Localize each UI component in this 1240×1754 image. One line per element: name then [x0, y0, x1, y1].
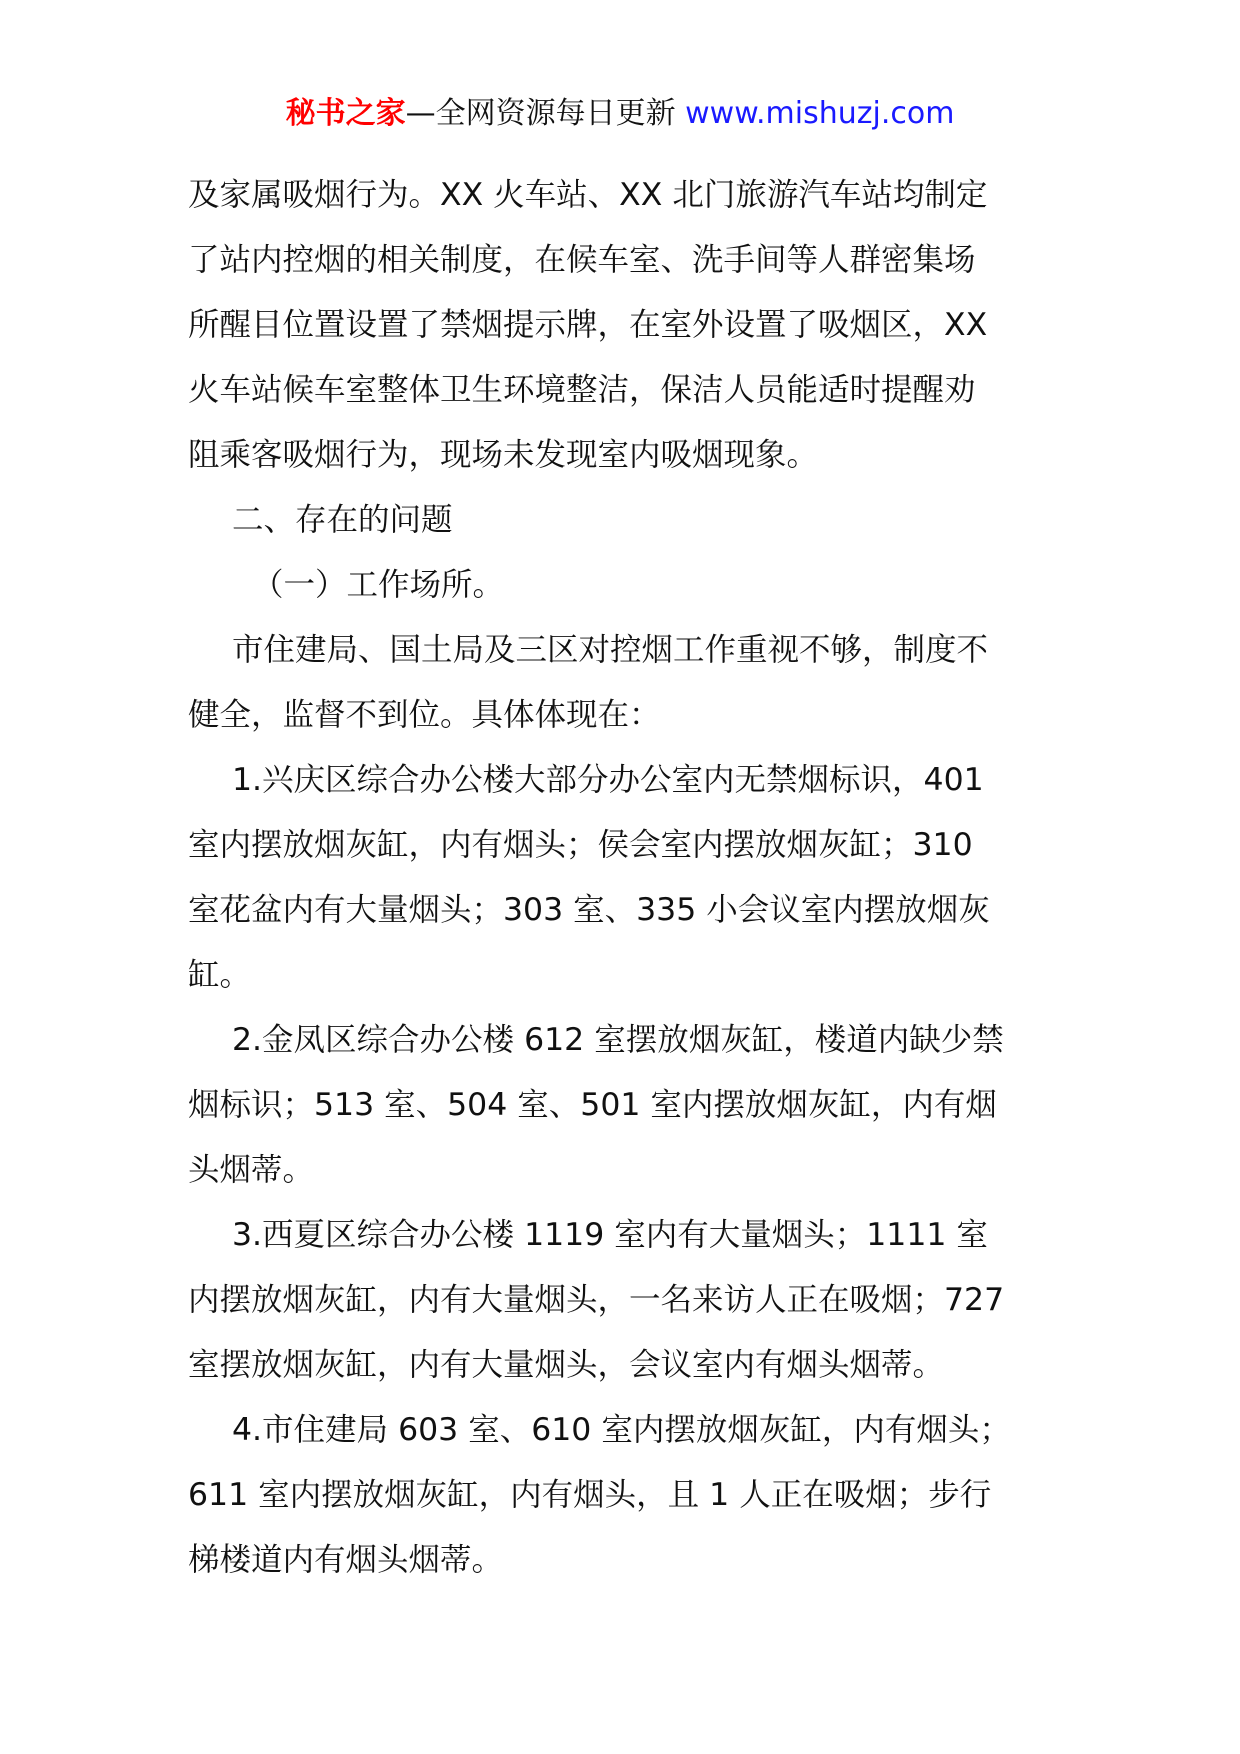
list-item-line: 1.兴庆区综合办公楼大部分办公室内无禁烟标识，401: [232, 762, 984, 798]
text-line: 及家属吸烟行为。XX 火车站、XX 北门旅游汽车站均制定: [188, 177, 988, 213]
text-line: 健全，监督不到位。具体体现在：: [188, 697, 661, 733]
text-line: 室摆放烟灰缸，内有大量烟头，会议室内有烟头烟蒂。: [188, 1347, 945, 1383]
document-body: [188, 163, 1054, 1593]
text-line: 烟标识；513 室、504 室、501 室内摆放烟灰缸，内有烟: [188, 1087, 997, 1123]
text-line: 头烟蒂。: [188, 1152, 315, 1188]
text-line: 火车站候车室整体卫生环境整洁，保洁人员能适时提醒劝: [188, 372, 976, 408]
list-item-line: 2.金凤区综合办公楼 612 室摆放烟灰缸，楼道内缺少禁: [232, 1022, 1004, 1058]
header-url[interactable]: www.mishuzj.com: [685, 96, 955, 131]
text-line: 内摆放烟灰缸，内有大量烟头，一名来访人正在吸烟；727: [188, 1282, 1005, 1318]
text-line: 室花盆内有大量烟头；303 室、335 小会议室内摆放烟灰: [188, 892, 990, 928]
text-line: 阻乘客吸烟行为，现场未发现室内吸烟现象。: [188, 437, 819, 473]
text-line: 611 室内摆放烟灰缸，内有烟头，且 1 人正在吸烟；步行: [188, 1477, 992, 1513]
brand-name: 秘书之家: [285, 96, 406, 131]
subsection-heading: （一）工作场所。: [252, 567, 505, 603]
page-header: [0, 94, 1240, 134]
section-heading: 二、存在的问题: [232, 502, 453, 538]
text-line: 室内摆放烟灰缸，内有烟头；侯会室内摆放烟灰缸；310: [188, 827, 973, 863]
text-line: 梯楼道内有烟头烟蒂。: [188, 1542, 504, 1578]
text-line: 市住建局、国土局及三区对控烟工作重视不够，制度不: [232, 632, 989, 668]
list-item-line: 3.西夏区综合办公楼 1119 室内有大量烟头；1111 室: [232, 1217, 988, 1253]
header-slogan: —全网资源每日更新: [405, 96, 676, 131]
text-line: 了站内控烟的相关制度，在候车室、洗手间等人群密集场: [188, 242, 976, 278]
text-line: 缸。: [188, 957, 252, 993]
text-line: 所醒目位置设置了禁烟提示牌，在室外设置了吸烟区，XX: [188, 307, 988, 343]
list-item-line: 4.市住建局 603 室、610 室内摆放烟灰缸，内有烟头；: [232, 1412, 1011, 1448]
